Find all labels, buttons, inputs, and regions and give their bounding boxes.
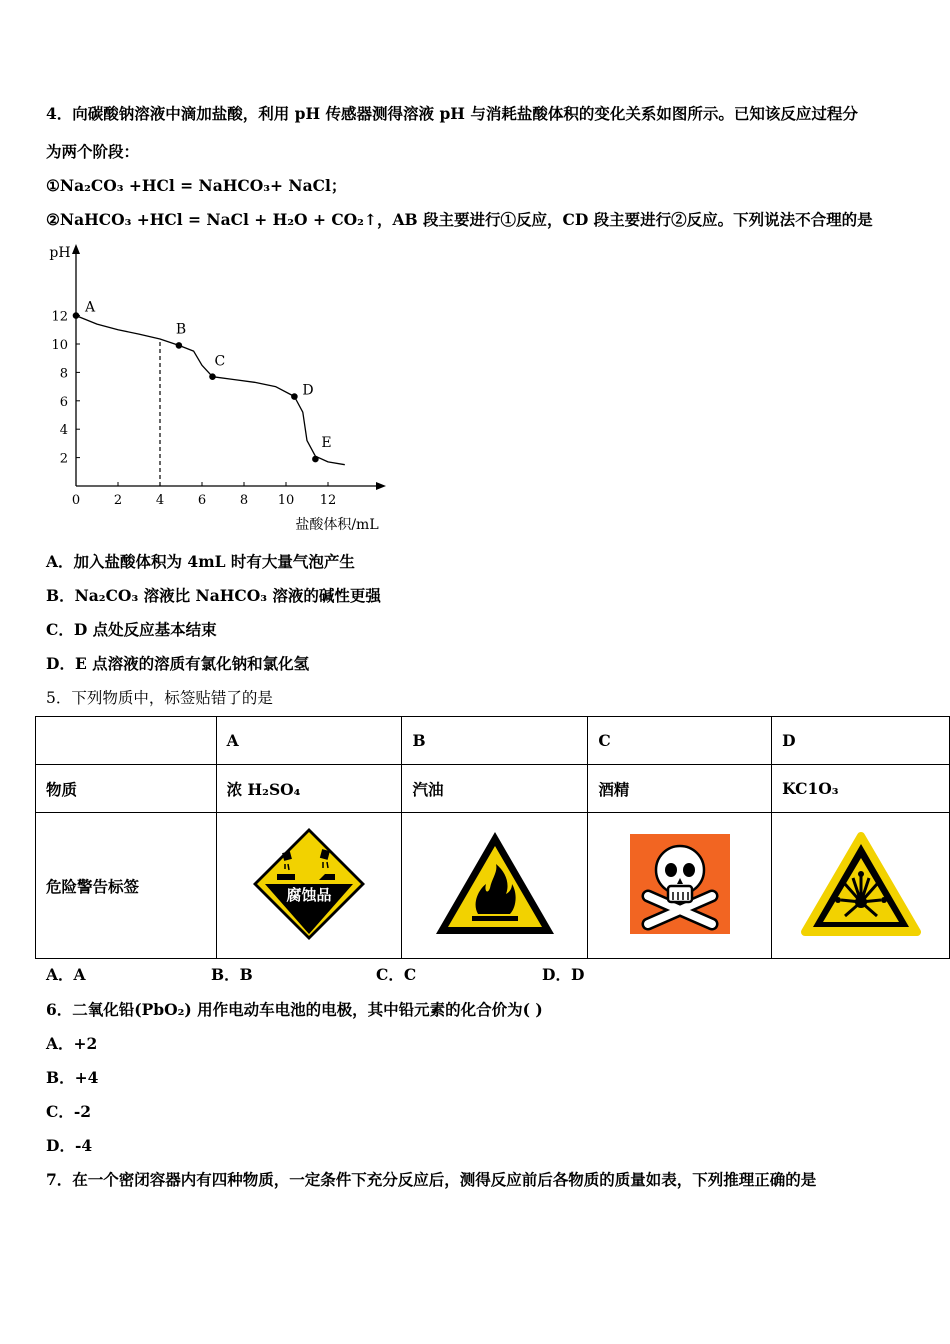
x-axis-arrow	[376, 482, 386, 490]
q5-stem: 5．下列物质中，标签贴错了的是	[46, 689, 273, 707]
point-C	[209, 373, 216, 380]
q5-row-label-substance: 物质	[36, 765, 217, 813]
q5-substance-a: 浓 H₂SO₄	[216, 765, 402, 813]
flammable-icon	[432, 828, 558, 940]
ph-chart	[40, 236, 400, 536]
q5-label-b	[402, 813, 588, 959]
q5-row-label-warning: 危险警告标签	[36, 813, 217, 959]
y-tick-label: 12	[51, 309, 68, 325]
q5-header-b: B	[402, 717, 588, 765]
point-label-A: A	[85, 299, 96, 316]
q5-option-a[interactable]: A．A	[46, 965, 86, 984]
point-label-E: E	[321, 435, 332, 452]
q5-header-row	[36, 717, 950, 765]
q6-option-d[interactable]: D．-4	[46, 1136, 93, 1155]
q5-substance-b: 汽油	[402, 765, 588, 813]
q4-option-c: C．D 点处反应基本结束	[46, 620, 217, 639]
q7-stem: 7．在一个密闭容器内有四种物质，一定条件下充分反应后，测得反应前后各物质的质量如表，下列推理正确的是	[46, 1170, 817, 1189]
corrosive-icon	[249, 824, 369, 944]
x-tick-label: 4	[155, 493, 165, 508]
q5-substance-row	[36, 765, 950, 813]
q5-substance-c: 酒精	[588, 765, 772, 813]
y-tick-label: 6	[59, 394, 68, 410]
x-tick-label: 6	[197, 493, 207, 508]
y-axis-arrow	[72, 244, 80, 254]
point-label-C: C	[214, 353, 226, 370]
point-label-B: B	[175, 321, 187, 338]
q5-table	[35, 716, 950, 959]
q4-equation-2: ②NaHCO₃ +HCl = NaCl + H₂O + CO₂↑，AB 段主要进行①反应，CD 段主要进行②反应。下列说法不合理的是	[46, 210, 873, 229]
q5-substance-d: KC1O₃	[772, 765, 950, 813]
point-E	[312, 456, 319, 463]
q4-option-d: D．E 点溶液的溶质有氯化钠和氯化氢	[46, 654, 310, 673]
point-B	[176, 342, 183, 349]
point-A	[73, 312, 80, 319]
y-tick-label: 4	[59, 423, 68, 439]
q5-header-empty	[36, 717, 217, 765]
q6-option-a[interactable]: A．+2	[46, 1034, 98, 1053]
point-D	[291, 393, 298, 400]
q4-option-a: A．加入盐酸体积为 4mL 时有大量气泡产生	[46, 552, 355, 571]
q5-label-c	[588, 813, 772, 959]
q4-stem-line1: 4．向碳酸钠溶液中滴加盐酸，利用 pH 传感器测得溶液 pH 与消耗盐酸体积的变化关系如图所示。已知该反应过程分	[46, 104, 858, 123]
q5-header-d: D	[772, 717, 950, 765]
q5-option-d[interactable]: D．D	[542, 965, 585, 984]
q5-label-a	[216, 813, 402, 959]
q5-option-c[interactable]: C．C	[376, 965, 417, 984]
q6-option-c[interactable]: C．-2	[46, 1102, 92, 1121]
x-tick-label: 2	[113, 493, 123, 508]
q4-stem-line2: 为两个阶段：	[46, 142, 140, 161]
q5-label-d	[772, 813, 950, 959]
point-label-D: D	[302, 382, 314, 399]
x-tick-label: 8	[239, 493, 249, 508]
corrosive-label-text: 腐蚀品	[286, 885, 332, 904]
q6-option-b[interactable]: B．+4	[46, 1068, 99, 1087]
q4-equation-1: ①Na₂CO₃ +HCl = NaHCO₃+ NaCl；	[46, 176, 347, 195]
x-tick-label: 12	[319, 493, 337, 508]
q5-header-c: C	[588, 717, 772, 765]
q4-option-b: B．Na₂CO₃ 溶液比 NaHCO₃ 溶液的碱性更强	[46, 586, 381, 605]
q6-stem: 6．二氧化铅(PbO₂) 用作电动车电池的电极，其中铅元素的化合价为( )	[46, 1000, 543, 1019]
y-tick-label: 2	[59, 451, 68, 467]
y-tick-label: 10	[51, 338, 68, 353]
explosive-icon	[801, 830, 921, 938]
x-tick-label: 0	[71, 493, 81, 508]
toxic-skull-icon	[630, 834, 730, 934]
y-tick-label: 8	[59, 366, 68, 382]
q5-header-a: A	[216, 717, 402, 765]
y-axis-label: pH	[49, 245, 71, 261]
x-tick-label: 10	[277, 493, 295, 508]
q5-label-row	[36, 813, 950, 959]
x-axis-label: 盐酸体积/mL	[295, 517, 379, 533]
q5-option-b[interactable]: B．B	[211, 965, 253, 984]
